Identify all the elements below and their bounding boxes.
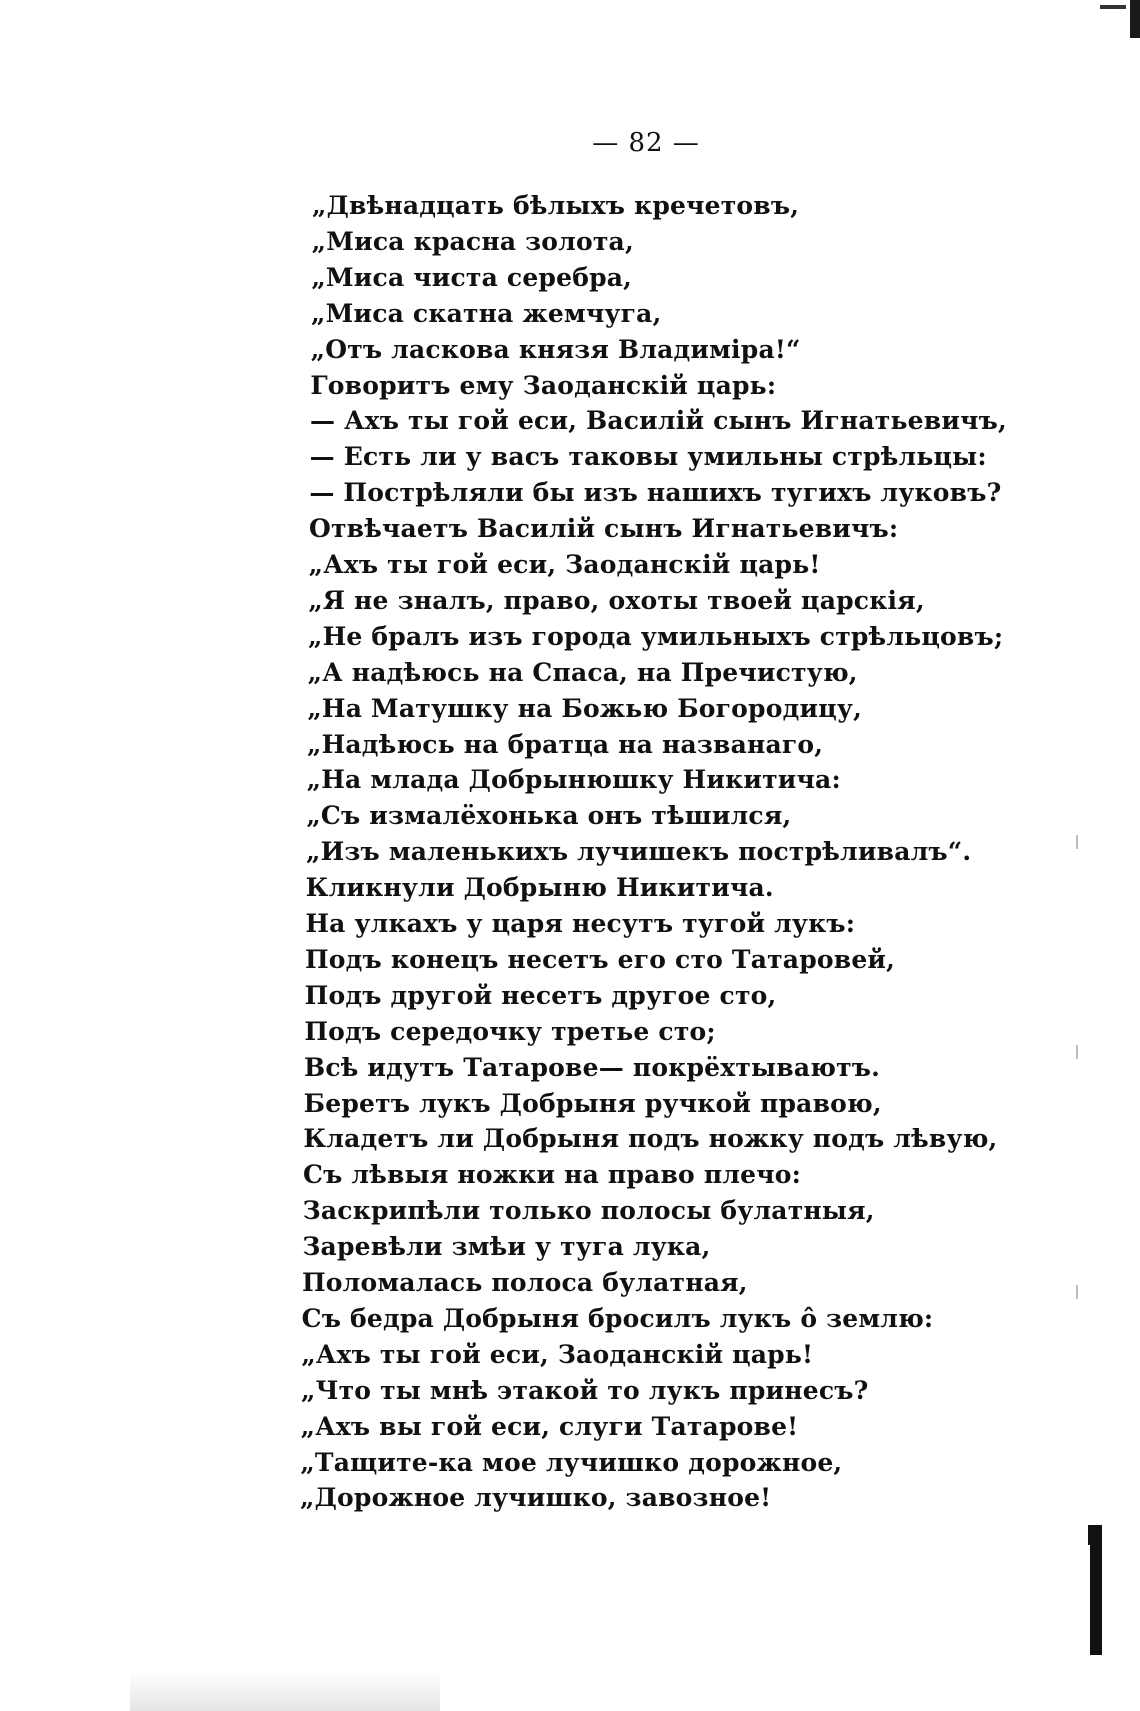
poem-line: „Миса чиста серебра, [311, 262, 633, 292]
scan-edge-dash [1100, 5, 1126, 9]
poem-line: „Не бралъ изъ города умильныхъ стрѣльцовъ; [308, 621, 1004, 651]
scan-shadow [130, 1671, 440, 1711]
poem-line: „Надѣюсь на братца на названаго, [307, 729, 824, 759]
poem-line: Съ лѣвыя ножки на право плечо: [303, 1160, 802, 1190]
poem-line: „На млада Добрынюшку Никитича: [306, 765, 841, 795]
scan-edge-mark [1130, 0, 1140, 38]
page-number: — 82 — [592, 128, 700, 158]
poem-line: „Двѣнадцать бѣлыхъ кречетовъ, [312, 191, 800, 220]
poem-line: Поломалась полоса булатная, [302, 1268, 748, 1297]
poem-line: На улкахъ у царя несутъ тугой лукъ: [305, 909, 856, 938]
poem-line: „Миса скатна жемчуга, [311, 298, 662, 328]
poem-line: Подъ конецъ несетъ его сто Татаровей, [305, 944, 896, 974]
poem-line: Съ бедра Добрыня бросилъ лукъ ô землю: [301, 1303, 934, 1333]
poem-line: Кладетъ ли Добрыня подъ ножку подъ лѣвую, [303, 1124, 998, 1154]
poem-line: „Что ты мнѣ этакой то лукъ принесъ? [301, 1375, 869, 1405]
poem-line: Заревѣли змѣи у туга лука, [302, 1232, 711, 1262]
poem-line: „Тащите-ка мое лучишко дорожное, [300, 1447, 843, 1477]
scan-speck [1076, 1045, 1078, 1059]
poem-line: „Ахъ вы гой еси, слуги Татарове! [300, 1411, 799, 1441]
poem-line: Говоритъ ему Заоданскій царь: [310, 370, 777, 400]
poem-line: „Ахъ ты гой еси, Заоданскій царь! [301, 1339, 814, 1369]
poem-line: „Миса красна золота, [311, 226, 634, 256]
scan-speck [1076, 835, 1078, 849]
poem-line: — Пострѣляли бы изъ нашихъ тугихъ луковъ? [309, 478, 1002, 508]
poem-line: „Съ измалёхонька онъ тѣшился, [306, 801, 792, 831]
poem-line: „На Матушку на Божью Богородицу, [307, 693, 862, 723]
scan-edge-bar-tip [1088, 1525, 1094, 1545]
poem-line: „Я не зналъ, право, охоты твоей царскія, [308, 585, 925, 615]
poem-line: „Изъ маленькихъ лучишекъ пострѣливалъ“. [306, 837, 972, 867]
poem-line: „Ахъ ты гой еси, Заоданскій царь! [308, 550, 821, 579]
scan-speck [1076, 1285, 1078, 1299]
poem-line: Всѣ идутъ Татарове— покрёхтываютъ. [304, 1052, 881, 1082]
poem-line: Отвѣчаетъ Василій сынъ Игнатьевичъ: [309, 514, 899, 544]
poem-line: „А надѣюсь на Спаса, на Пречистую, [307, 657, 858, 687]
poem-line: Подъ середочку третье сто; [304, 1016, 716, 1046]
poem-line: Беретъ лукъ Добрыня ручкой правою, [303, 1088, 882, 1118]
poem-line: — Ахъ ты гой еси, Василій сынъ Игнатьевичъ, [310, 406, 1007, 436]
poem-line: — Есть ли у васъ таковы умильны стрѣльцы: [309, 442, 987, 472]
poem-line: „Дорожное лучишко, завозное! [300, 1483, 772, 1513]
poem-line: Кликнули Добрыню Никитича. [305, 873, 774, 903]
poem-line: Заскрипѣли только полосы булатныя, [302, 1196, 875, 1226]
poem-line: „Отъ ласкова князя Владиміра!“ [310, 334, 801, 364]
poem-line: Подъ другой несетъ другое сто, [304, 980, 777, 1010]
